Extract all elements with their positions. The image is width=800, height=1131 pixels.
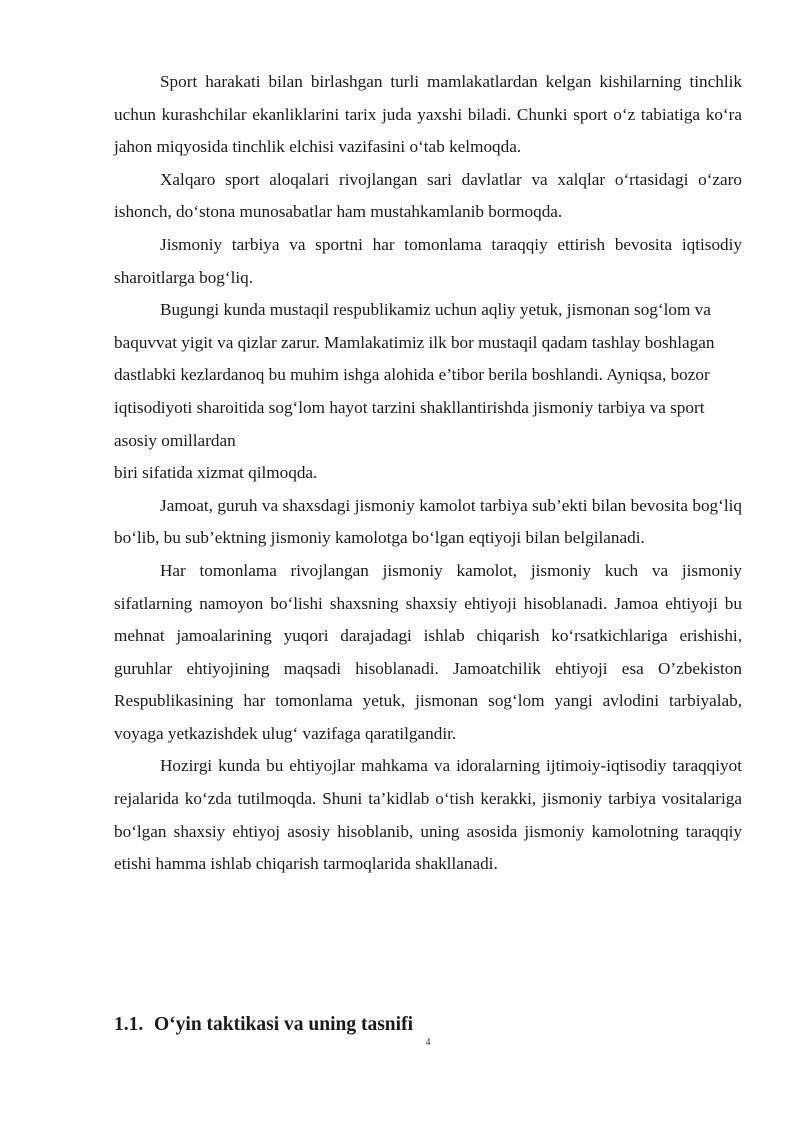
paragraph-2: Xalqaro sport aloqalari rivojlangan sari davlatlar va xalqlar o‘rtasidagi o‘zaro ishonch, do‘stona munosabatlar ham mustahkamlanib bormoqda. [114, 169, 742, 222]
page-number: 4 [425, 1037, 431, 1048]
paragraph-4: Bugungi kunda mustaqil respublikamiz uchun aqliy yetuk, jismonan sog‘lom va baquvvat yigit va qizlar zarur. Mamlakatimiz ilk bor mustaqil qadam tashlay boshlagan dastlabki kezlardanoq bu muhim ishga alohida e’tibor berila boshlandi. Ayniqsa, bozor iqtisodiyoti sharoitida sog‘lom hayot tarzini shakllantirishda jismoniy tarbiya va sport asosiy omillardan [114, 300, 715, 450]
section-number: 1.1. [114, 1014, 144, 1035]
paragraph-4-continuation: biri sifatida xizmat qilmoqda. [114, 463, 318, 483]
body-text [114, 66, 742, 881]
paragraph-5: Jamoat, guruh va shaxsdagi jismoniy kamolot tarbiya sub’ekti bilan bevosita bog‘liq bo‘lib, bu sub’ektning jismoniy kamolotga bo‘lgan eqtiyoji bilan belgilanadi. [114, 495, 742, 548]
paragraph-3: Jismoniy tarbiya va sportni har tomonlama taraqqiy ettirish bevosita iqtisodiy sharoitlarga bog‘liq. [114, 234, 742, 287]
paragraph-1: Sport harakati bilan birlashgan turli mamlakatlardan kelgan kishilarning tinchlik uchun kurashchilar ekanliklarini tarix juda yaxshi biladi. Chunki sport o‘z tabiatiga ko‘ra jahon miqyosida tinchlik elchisi vazifasini o‘tab kelmoqda. [114, 72, 742, 157]
section-title: O‘yin taktikasi va uning tasnifi [154, 1014, 413, 1035]
paragraph-6: Har tomonlama rivojlangan jismoniy kamolot, jismoniy kuch va jismoniy sifatlarning namoyon bo‘lishi shaxsning shaxsiy ehtiyoji hisoblanadi. Jamoa ehtiyoji bu mehnat jamoalarining yuqori darajadagi ishlab chiqarish ko‘rsatkichlariga erishishi, guruhlar ehtiyojining maqsadi hisoblanadi. Jamoatchilik ehtiyoji esa O’zbekiston Respublikasining har tomonlama yetuk, jismonan sog‘lom yangi avlodini tarbiyalab, voyaga yetkazishdek ulug‘ vazifaga qaratilgandir. [114, 560, 742, 743]
paragraph-7: Hozirgi kunda bu ehtiyojlar mahkama va idoralarning ijtimoiy-iqtisodiy taraqqiyot rejalarida ko‘zda tutilmoqda. Shuni ta’kidlab o‘tish kerakki, jismoniy tarbiya vositalariga bo‘lgan shaxsiy ehtiyoj asosiy hisoblanib, uning asosida jismoniy kamolotning taraqqiy etishi hamma ishlab chiqarish tarmoqlarida shakllanadi. [114, 756, 742, 874]
